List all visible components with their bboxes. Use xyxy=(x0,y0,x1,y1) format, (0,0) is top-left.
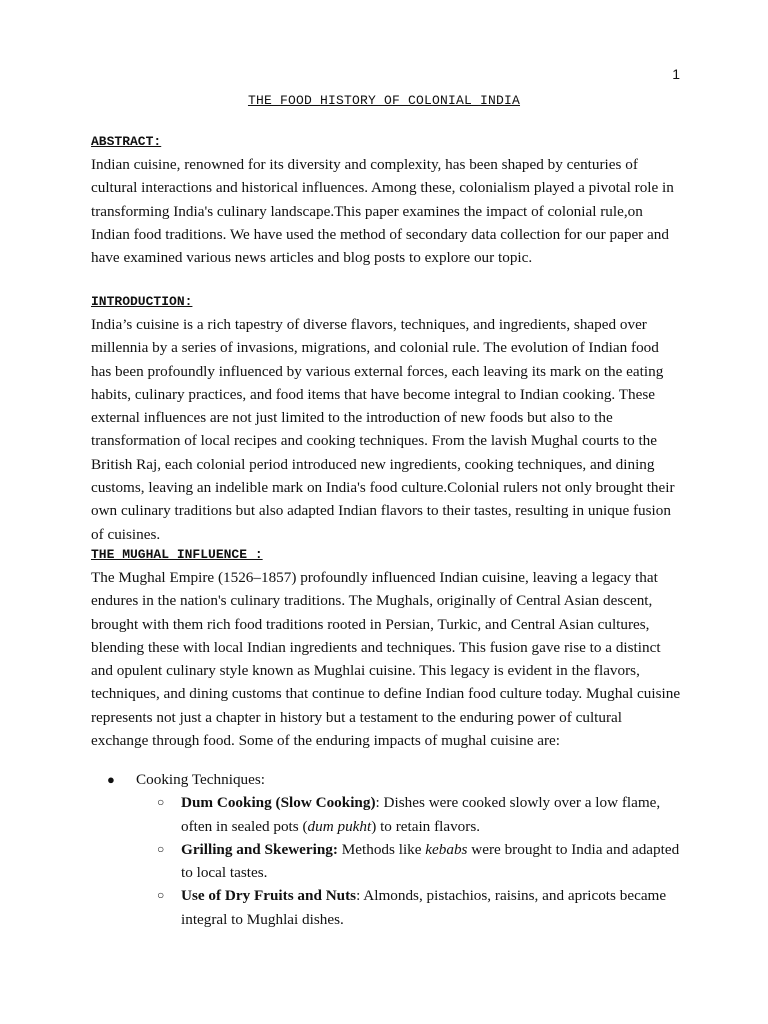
sub-bullet-marker: ○ xyxy=(157,841,165,856)
sub-list-item xyxy=(91,884,681,931)
introduction-heading: INTRODUCTION: xyxy=(91,294,193,309)
item-bold-term: Dum Cooking (Slow Cooking) xyxy=(181,794,376,812)
sub-bullet-marker: ○ xyxy=(157,795,165,810)
item-text: : Almonds, pistachios, raisins, and apricots became integral to Mughlai dishes. xyxy=(181,887,667,928)
sub-list-item xyxy=(91,838,681,885)
mughal-heading: THE MUGHAL INFLUENCE : xyxy=(91,547,263,562)
technique-sublist xyxy=(91,791,691,931)
bullet-label: Cooking Techniques: xyxy=(136,771,266,788)
mughal-paragraph: The Mughal Empire (1526–1857) profoundly influenced Indian cuisine, leaving a legacy that endures in the nation's culinary traditions. The Mughals, originally of Central Asian descent, brought with them rich food traditions rooted in Persian, Turkic, and Central Asian cultures, blending these with local Indian ingredients and techniques. This fusion gave rise to a distinct and opulent culinary style known as Mughlai cuisine. This legacy is evident in the flavors, techniques, and dining customs that continue to define Indian food culture today. Mughal cuisine represents not just a chapter in history but a testament to the enduring power of cultural exchange through food. Some of the enduring impacts of mughal cuisine are: xyxy=(91,569,681,750)
list-item xyxy=(91,768,691,791)
item-bold-term: Grilling and Skewering: xyxy=(181,840,338,858)
bullet-marker: ● xyxy=(107,772,115,787)
item-text-end: were brought to India and adapted to local tastes. xyxy=(181,840,680,882)
item-text: : Dishes were cooked slowly over a low flame, often in sealed pots ( xyxy=(181,794,661,835)
sub-bullet-marker: ○ xyxy=(157,888,165,903)
abstract-heading: ABSTRACT: xyxy=(91,134,162,149)
document-title: THE FOOD HISTORY OF COLONIAL INDIA xyxy=(247,93,521,108)
sub-list-item xyxy=(91,791,681,838)
page-number: 1 xyxy=(672,66,680,82)
item-text: Methods like xyxy=(337,840,426,858)
introduction-paragraph: India’s cuisine is a rich tapestry of diverse flavors, techniques, and ingredients, shaped over millennia by a series of invasions, migrations, and colonial rule. The evolution of Indian food has been profoundly influenced by various external forces, each leaving its mark on the eating habits, culinary practices, and food items that have become integral to Indian cooking. These external influences are not just limited to the introduction of new foods but also to the transformation of local recipes and cooking techniques. From the lavish Mughal courts to the British Raj, each colonial period introduced new ingredients, cooking techniques, and dining customs, leaving an indelible mark on India's food culture.Colonial rulers not only brought their own culinary traditions but also adapted Indian flavors to their tastes, resulting in unique fusion of cuisines. xyxy=(91,316,675,543)
item-bold-term: Use of Dry Fruits and Nuts xyxy=(181,887,357,905)
item-italic-term: dum pukht xyxy=(307,817,372,835)
item-text-end: ) to retain flavors. xyxy=(371,817,481,835)
influence-list xyxy=(91,768,691,931)
abstract-paragraph: Indian cuisine, renowned for its diversity and complexity, has been shaped by centuries of cultural interactions and historical influences. Among these, colonialism played a pivotal role in transforming India's culinary landscape.This paper examines the impact of colonial rule,on Indian food traditions. We have used the method of secondary data collection for our paper and have examined various news articles and blog posts to explore our topic. xyxy=(91,156,674,267)
item-italic-term: kebabs xyxy=(425,840,468,858)
